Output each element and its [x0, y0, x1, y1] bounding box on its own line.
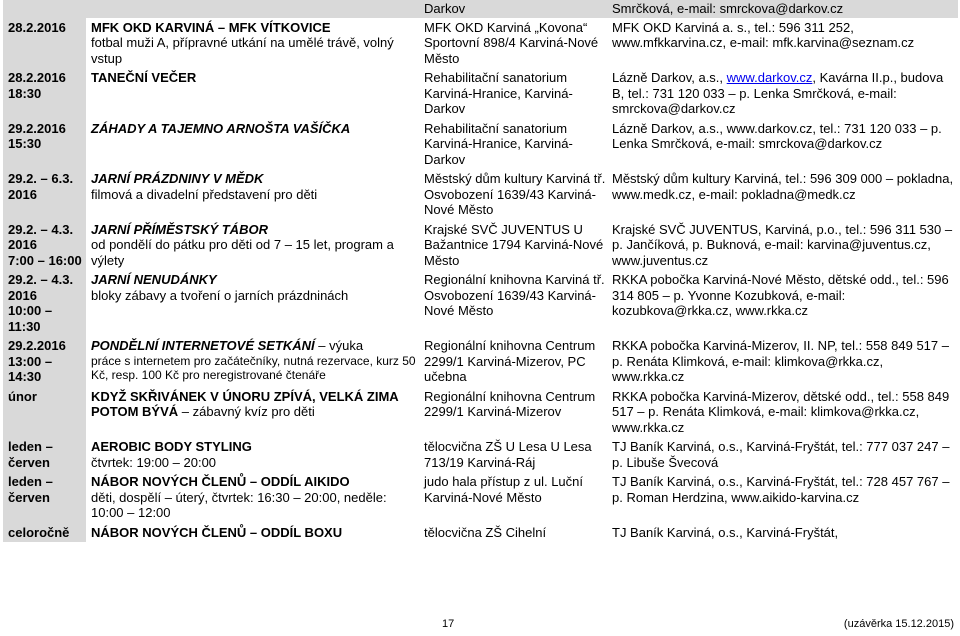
table-row [3, 220, 958, 271]
page-number: 17 [442, 618, 455, 630]
events-table-body [3, 0, 958, 542]
event-title [91, 525, 419, 541]
event-date [3, 119, 86, 170]
event-title [91, 389, 419, 420]
event-date-line: 29.2. – 6.3. [8, 171, 74, 186]
event-title-text: JARNÍ PŘÍMĚSTSKÝ TÁBOR [91, 221, 268, 237]
event-date-line: 2016 [8, 186, 37, 202]
event-title-text: KDYŽ SKŘIVÁNEK V ÚNORU ZPÍVÁ, VELKÁ ZIMA POTOM BÝVÁ [91, 388, 399, 419]
event-venue: Rehabilitační sanatorium Karviná-Hranice, Karviná-Darkov [424, 70, 573, 116]
event-date-line: leden – červen [8, 439, 53, 470]
event-cell [86, 169, 419, 220]
contact-text: RKKA pobočka Karviná-Mizerov, II. NP, tel.: 558 849 517 – p. Renáta Klimková, e-mail: klimkova@rkka.cz, www.rkka.cz [612, 338, 949, 384]
event-description: práce s internetem pro začátečníky, nutná rezervace, kurz 50 Kč, resp. 100 Kč pro neregistrované čtenáře [91, 353, 416, 382]
event-date [3, 220, 86, 271]
event-contact [607, 523, 958, 543]
contact-text-tail: , Kavárna II.p., budova B, tel.: 731 120 033 – p. Lenka Smrčková, e-mail: smrckova@darkov.cz [612, 70, 944, 116]
event-date [3, 336, 86, 387]
event-title-suffix: – výuka [314, 338, 364, 353]
table-row [3, 387, 958, 438]
event-contact [607, 387, 958, 438]
contact-text: TJ Baník Karviná, o.s., Karviná-Fryštát, tel.: 777 037 247 – p. Libuše Švecová [612, 439, 950, 470]
contact-text: RKKA pobočka Karviná-Nové Město, dětské odd., tel.: 596 314 805 – p. Yvonne Kozubková, e-mail: kozubkova@rkka.cz, www.rkka.cz [612, 272, 949, 318]
event-contact [607, 169, 958, 220]
event-date-line: celoročně [8, 524, 70, 540]
event-title [91, 20, 419, 36]
events-table [3, 0, 958, 542]
event-venue: MFK OKD Karviná „Kovona“ Sportovní 898/4 Karviná-Nové Město [424, 19, 599, 66]
event-date-line: 10:00 – 11:30 [8, 303, 53, 334]
event-title [91, 70, 419, 86]
closing-date: (uzávěrka 15.12.2015) [843, 618, 954, 630]
event-cell [86, 336, 419, 387]
event-date [3, 523, 86, 543]
table-row [3, 68, 958, 119]
event-contact [607, 472, 958, 523]
event-date-line: 28.2.2016 [8, 19, 66, 35]
event-description: od pondělí do pátku pro děti od 7 – 15 let, program a výlety [91, 237, 394, 268]
event-date-line: 18:30 [8, 85, 42, 101]
event-venue: tělocvična ZŠ U Lesa U Lesa 713/19 Karviná-Ráj [424, 439, 592, 470]
event-title [91, 474, 419, 490]
event-date [3, 472, 86, 523]
event-title-suffix: – zábavný kvíz pro děti [178, 404, 315, 419]
contact-text: Městský dům kultury Karviná, tel.: 596 309 000 – pokladna, www.medk.cz, e-mail: pokladna@medk.cz [612, 171, 954, 202]
event-title-text: JARNÍ PRÁZDNINY V MĚDK [91, 171, 264, 186]
event-title [91, 338, 419, 354]
event-contact [607, 119, 958, 170]
event-venue: Regionální knihovna Centrum 2299/1 Karviná-Mizerov [424, 388, 596, 419]
table-row [3, 437, 958, 472]
contact-text: TJ Baník Karviná, o.s., Karviná-Fryštát, [612, 524, 839, 540]
event-contact [607, 220, 958, 271]
event-title-text: JARNÍ NENUDÁNKY [91, 272, 217, 287]
event-contact [607, 336, 958, 387]
event-title-text: NÁBOR NOVÝCH ČLENŮ – ODDÍL BOXU [91, 524, 343, 540]
event-venue: Městský dům kultury Karviná tř. Osvobození 1639/43 Karviná-Nové Město [424, 171, 606, 217]
header-event [86, 0, 419, 18]
event-cell [86, 220, 419, 271]
event-title-text: NÁBOR NOVÝCH ČLENŮ – ODDÍL AIKIDO [91, 474, 350, 489]
event-date-line: 2016 [8, 287, 37, 303]
event-cell [86, 387, 419, 438]
event-date-line: 29.2.2016 [8, 338, 66, 353]
event-cell [86, 437, 419, 472]
event-title-text: MFK OKD KARVINÁ – MFK VÍTKOVICE [91, 19, 331, 35]
event-cell [86, 119, 419, 170]
event-description: filmová a divadelní představení pro děti [91, 186, 318, 202]
event-contact [607, 437, 958, 472]
contact-link[interactable]: www.darkov.cz [726, 70, 813, 85]
event-contact [607, 270, 958, 336]
event-description: fotbal muži A, přípravné utkání na umělé trávě, volný vstup [91, 35, 394, 66]
contact-text: TJ Baník Karviná, o.s., Karviná-Fryštát, tel.: 728 457 767 – p. Roman Herdzina, www.aikido-karvina.cz [612, 474, 950, 505]
event-description: čtvrtek: 19:00 – 20:00 [91, 454, 217, 470]
event-date [3, 387, 86, 438]
event-title [91, 121, 419, 137]
header-venue: Darkov [419, 0, 607, 18]
event-cell [86, 18, 419, 69]
event-date-line: únor [8, 388, 37, 404]
event-date-line: 2016 [8, 237, 37, 252]
event-contact [607, 18, 958, 69]
event-date [3, 437, 86, 472]
contact-text: Lázně Darkov, a.s., [612, 70, 727, 85]
table-row [3, 270, 958, 336]
event-venue: tělocvična ZŠ Cihelní [424, 524, 547, 540]
table-row [3, 169, 958, 220]
event-venue: Regionální knihovna Centrum 2299/1 Karviná-Mizerov, PC učebna [424, 338, 596, 384]
table-row [3, 18, 958, 69]
event-cell [86, 523, 419, 543]
event-venue: judo hala přístup z ul. Luční Karviná-Nové Město [424, 474, 583, 505]
contact-text: MFK OKD Karviná a. s., tel.: 596 311 252, www.mfkkarvina.cz, e-mail: mfk.karvina@seznam.cz [612, 19, 915, 50]
event-date [3, 270, 86, 336]
contact-text: Lázně Darkov, a.s., www.darkov.cz, tel.: 731 120 033 – p. Lenka Smrčková, e-mail: smrckova@darkov.cz [612, 120, 942, 151]
event-date [3, 18, 86, 69]
contact-text: Krajské SVČ JUVENTUS, Karviná, p.o., tel.: 596 311 530 – p. Jančíková, p. Buknová, e-mail: karvina@juventus.cz, www.juventus.cz [612, 221, 953, 268]
event-date-line: 13:00 – 14:30 [8, 353, 53, 384]
event-date-line: 7:00 – 16:00 [8, 252, 82, 268]
header-contact: Smrčková, e-mail: smrckova@darkov.cz [607, 0, 958, 18]
event-contact [607, 68, 958, 119]
event-title [91, 222, 419, 238]
event-title [91, 439, 419, 455]
table-row [3, 336, 958, 387]
event-date-line: 29.2.2016 [8, 120, 66, 136]
event-date-line: leden – červen [8, 474, 53, 505]
event-date-line: 29.2. – 4.3. [8, 221, 74, 237]
table-header-row [3, 0, 958, 18]
table-row [3, 523, 958, 543]
table-row [3, 472, 958, 523]
event-cell [86, 270, 419, 336]
event-description: bloky zábavy a tvoření o jarních prázdninách [91, 287, 349, 303]
event-title-text: ZÁHADY A TAJEMNO ARNOŠTA VAŠÍČKA [91, 120, 351, 136]
event-cell [86, 68, 419, 119]
event-title [91, 171, 419, 187]
event-description: děti, dospělí – úterý, čtvrtek: 16:30 – 20:00, neděle: 10:00 – 12:00 [91, 489, 387, 520]
event-venue: Regionální knihovna Karviná tř. Osvobození 1639/43 Karviná-Nové Město [424, 272, 605, 318]
event-cell [86, 472, 419, 523]
event-venue: Krajské SVČ JUVENTUS U Bažantnice 1794 Karviná-Nové Město [424, 221, 604, 268]
event-date-line: 28.2.2016 [8, 70, 66, 85]
event-title-text: TANEČNÍ VEČER [91, 70, 197, 85]
contact-text: RKKA pobočka Karviná-Mizerov, dětské odd., tel.: 558 849 517 – p. Renáta Klimková, e-mail: klimkova@rkka.cz, www.rkka.cz [612, 388, 950, 435]
event-date-line: 15:30 [8, 136, 42, 151]
event-title-text: AEROBIC BODY STYLING [91, 439, 252, 454]
header-date [3, 0, 86, 18]
event-date-line: 29.2. – 4.3. [8, 272, 74, 287]
event-title-text: PONDĚLNÍ INTERNETOVÉ SETKÁNÍ [91, 338, 315, 353]
event-venue: Rehabilitační sanatorium Karviná-Hranice, Karviná-Darkov [424, 120, 573, 167]
event-date [3, 68, 86, 119]
event-date [3, 169, 86, 220]
event-title [91, 272, 419, 288]
table-row [3, 119, 958, 170]
